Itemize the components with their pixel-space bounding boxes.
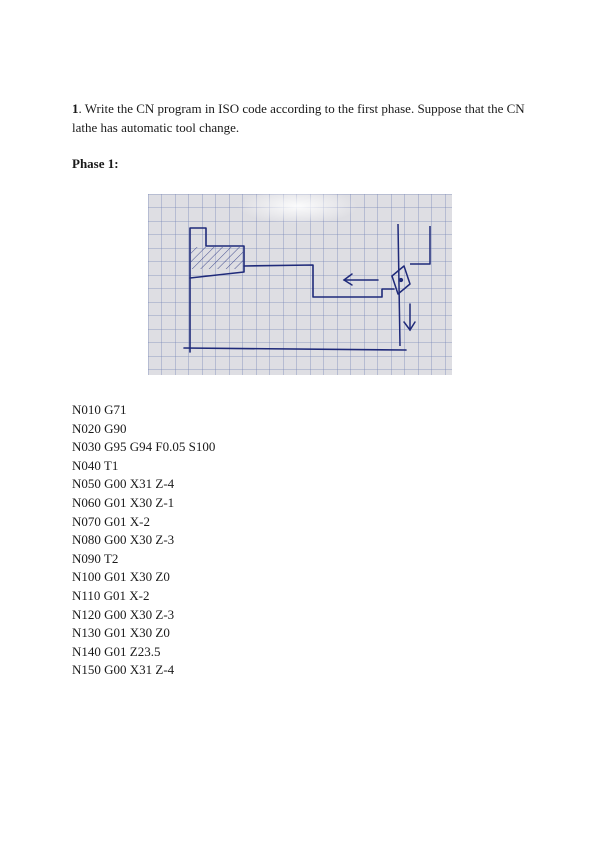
- question-number: 1: [72, 101, 79, 116]
- program-line: N010 G71: [72, 402, 127, 417]
- program-line: N070 G01 X-2: [72, 513, 150, 529]
- program-line: N090 T2: [72, 550, 119, 566]
- phase-heading: Phase 1:: [72, 156, 119, 171]
- program-line: N150 G00 X31 Z-4: [72, 662, 175, 678]
- program-line: N020 G90: [72, 420, 127, 436]
- question-text: [72, 99, 532, 137]
- program-line: N120 G00 X30 Z-3: [72, 606, 175, 622]
- hatched-chuck-area: [191, 247, 243, 269]
- cnc-program: [72, 401, 215, 680]
- program-line: N060 G01 X30 Z-1: [72, 494, 175, 510]
- program-line: N140 G01 Z23.5: [72, 643, 161, 659]
- program-line: N040 T1: [72, 457, 119, 473]
- lathe-sketch-image: [148, 194, 452, 375]
- program-line: N030 G95 G94 F0.05 S100: [72, 439, 216, 455]
- program-line: N100 G01 X30 Z0: [72, 569, 170, 585]
- program-line: N050 G00 X31 Z-4: [72, 476, 175, 492]
- question-body: . Write the CN program in ISO code according to the first phase. Suppose that the CN lathe has automatic tool change.: [72, 101, 525, 135]
- program-line: N110 G01 X-2: [72, 587, 150, 603]
- program-line: N130 G01 X30 Z0: [72, 625, 170, 641]
- program-line: N080 G00 X30 Z-3: [72, 532, 175, 548]
